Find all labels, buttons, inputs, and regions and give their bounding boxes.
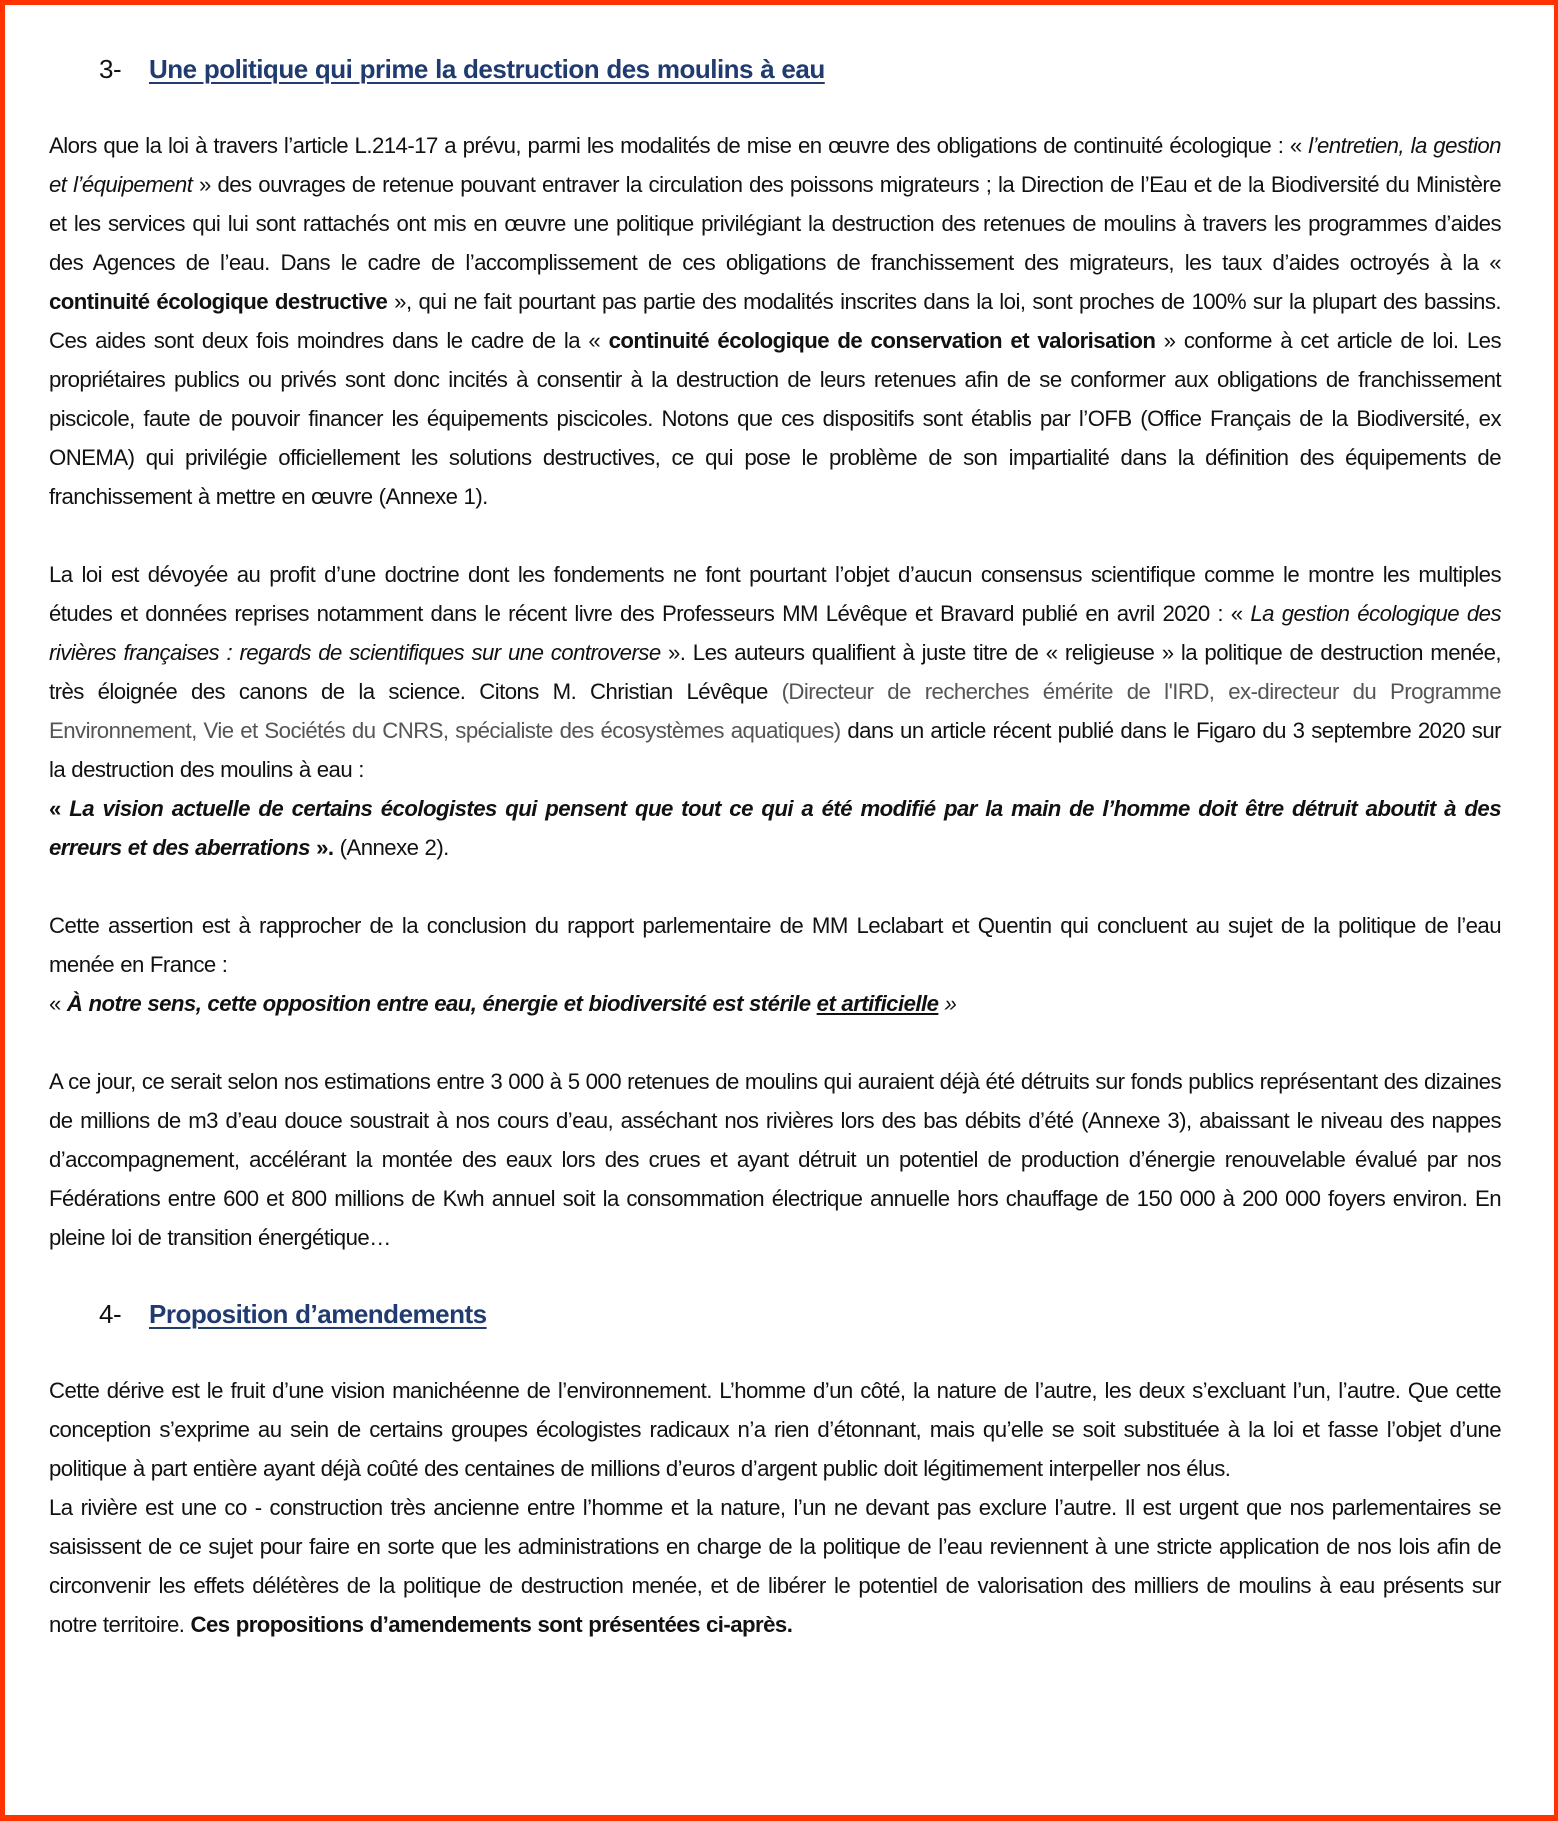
italic-quote: l’entretien, la gestion et l’équipement [49,133,1501,197]
section-4-heading [49,1291,1501,1337]
report-quote: À notre sens, cette opposition entre eau, énergie et biodiversité est stérile [66,991,817,1016]
report-quote-underlined: et artificielle [816,991,939,1016]
text-run: Alors que la loi à travers l’article L.214-17 a prévu, parmi les modalités de mise en œuvre des obligations de continuité écologique : « [49,133,1309,158]
quote-mark: » [938,991,957,1016]
bold-term-conservation: continuité écologique de conservation et valorisation [608,328,1156,353]
section-3-paragraph-2 [49,555,1501,867]
section-3-title: Une politique qui prime la destruction des moulins à eau [149,54,825,84]
annex-reference: (Annexe 2). [333,835,449,860]
closing-bold-statement: Ces propositions d’amendements sont présentées ci-après. [190,1612,793,1637]
section-3-paragraph-3 [49,906,1501,1023]
text-run: » conforme à cet article de loi. Les propriétaires publics ou privés sont donc incités à consentir à la destruction de leurs retenues afin de se conformer aux obligations de franchissement piscicole, faute de pouvoir financer les équipements piscicoles. Notons que ces dispositifs sont établis par l’OFB (Office Français de la Biodiversité, ex ONEMA) qui privilégie officiellement les solutions destructives, ce qui pose le problème de son impartialité dans la définition des équipements de franchissement à mettre en œuvre (Annexe 1). [49,328,1501,509]
section-3-number: 3- [99,54,122,84]
book-title: La gestion écologique des rivières françaises : regards de scientifiques sur une controverse [49,601,1501,665]
text-run: » des ouvrages de retenue pouvant entraver la circulation des poissons migrateurs ; la Direction de l’Eau et de la Biodiversité du Ministère et les services qui lui sont rattachés ont mis en œuvre une politique privilégiant la destruction des retenues de moulins à travers les programmes d’aides des Agences de l’eau. Dans le cadre de l’accomplissement de ces obligations de franchissement des migrateurs, les taux d’aides octroyés à la « [49,172,1501,275]
text-run: Cette assertion est à rapprocher de la conclusion du rapport parlementaire de MM Leclabart et Quentin qui concluent au sujet de la politique de l’eau menée en France : [49,913,1501,977]
text-run: », qui ne fait pourtant pas partie des modalités inscrites dans la loi, sont proches de 100% sur la plupart des bassins. Ces aides sont deux fois moindres dans le cadre de la « [49,289,1501,353]
section-4-paragraph-1: Cette dérive est le fruit d’une vision manichéenne de l’environnement. L’homme d’un côté, la nature de l’autre, les deux s’excluant l’un, l’autre. Que cette conception s’exprime au sein de certains groupes écologistes radicaux n’a rien d’étonnant, mais qu’elle se soit substituée à la loi et fasse l’objet d’une politique à part entière ayant déjà coûté des centaines de millions d’euros d’argent public doit légitimement interpeller nos élus. [49,1378,1501,1481]
section-3-paragraph-4: A ce jour, ce serait selon nos estimations entre 3 000 à 5 000 retenues de moulins qui auraient déjà été détruits sur fonds publics représentant des dizaines de millions de m3 d’eau douce soustrait à nos cours d’eau, asséchant nos rivières lors des bas débits d’été (Annexe 3), abaissant le niveau des nappes d’accompagnement, accélérant la montée des eaux lors des crues et ayant détruit un potentiel de production d’énergie renouvelable évalué par nos Fédérations entre 600 et 800 millions de Kwh annuel soit la consommation électrique annuelle hors chauffage de 150 000 à 200 000 foyers environ. En pleine loi de transition énergétique… [49,1069,1501,1250]
quote-mark: « [49,796,70,821]
section-4-title: Proposition d’amendements [149,1299,487,1329]
leveque-quote: La vision actuelle de certains écologistes qui pensent que tout ce qui a été modifié par la main de l’homme doit être détruit aboutit à des erreurs et des aberrations [49,796,1501,860]
text-run: ». Les auteurs qualifient à juste titre de « religieuse » la politique de destruction menée, très éloignée des canons de la science. Citons M. Christian Lévêque [49,640,1501,704]
section-4-number: 4- [99,1299,122,1329]
section-3-heading [49,46,1501,92]
quote-mark: ». [309,835,334,860]
bold-term-destructive: continuité écologique destructive [49,289,388,314]
text-run: La rivière est une co - construction très ancienne entre l’homme et la nature, l’un ne devant pas exclure l’autre. Il est urgent que nos parlementaires se saisissent de ce sujet pour faire en sorte que les administrations en charge de la politique de l’eau reviennent à une stricte application de nos lois afin de circonvenir les effets délétères de la politique de destruction menée, et de libérer le potentiel de valorisation des milliers de moulins à eau présents sur notre territoire. [49,1495,1501,1637]
quote-mark: « [49,991,67,1016]
author-credentials: (Directeur de recherches émérite de l'IRD, ex-directeur du Programme Environnement, Vie et Sociétés du CNRS, spécialiste des écosystèmes aquatiques) [49,679,1501,743]
document-page [49,46,1501,1644]
section-4-paragraph-2 [49,1488,1501,1644]
section-3-paragraph-1 [49,126,1501,516]
text-run: dans un article récent publié dans le Figaro du 3 septembre 2020 sur la destruction des moulins à eau : [49,718,1501,782]
text-run: La loi est dévoyée au profit d’une doctrine dont les fondements ne font pourtant l’objet d’aucun consensus scientifique comme le montre les multiples études et données reprises notamment dans le récent livre des Professeurs MM Lévêque et Bravard publié en avril 2020 : « [49,562,1501,626]
